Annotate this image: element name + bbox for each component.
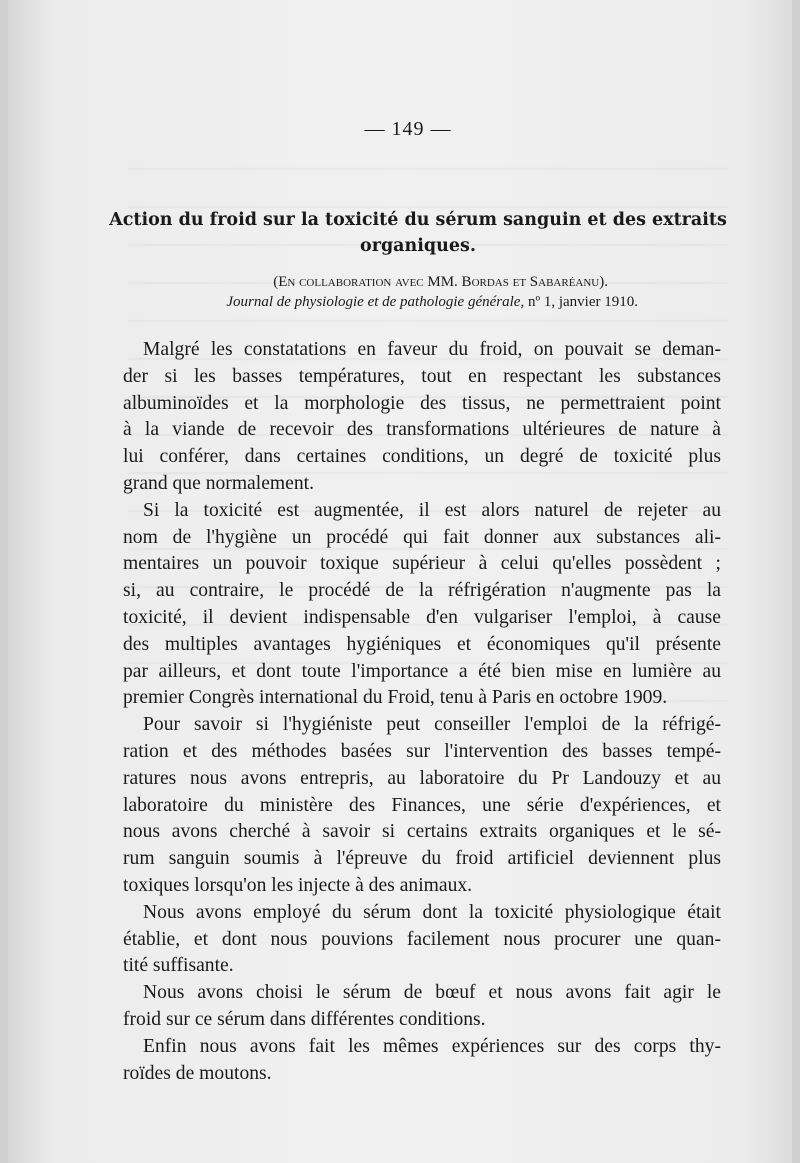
text-line: laboratoire du ministère des Finances, une série d'expériences, et xyxy=(123,794,721,816)
paragraph xyxy=(123,337,721,498)
text-line: lui conférer, dans certaines conditions, un degré de toxicité plus xyxy=(123,446,721,468)
journal-issue: nº 1, janvier 1910. xyxy=(527,294,638,310)
text-line: froid sur ce sérum dans différentes conditions. xyxy=(123,1008,486,1030)
journal-title: Journal de physiologie et de pathologie générale, xyxy=(226,294,525,310)
text-line: premier Congrès international du Froid, tenu à Paris en octobre 1909. xyxy=(123,687,668,709)
page-number: — 149 — xyxy=(364,118,452,140)
book-page xyxy=(8,0,792,1163)
text-line: nous avons cherché à savoir si certains extraits organiques et le sé- xyxy=(123,821,721,843)
text-line: Nous avons employé du sérum dont la toxicité physiologique était xyxy=(143,901,721,923)
text-line: établie, et dont nous pouvions facilement nous procurer une quan- xyxy=(123,928,721,950)
text-line: par ailleurs, et dont toute l'importance a été bien mise en lumière au xyxy=(123,660,721,682)
text-line: rum sanguin soumis à l'épreuve du froid artificiel deviennent plus xyxy=(123,848,721,870)
text-line: toxicité, il devient indispensable d'en vulgariser l'emploi, à cause xyxy=(123,606,721,628)
text-line: ration et des méthodes basées sur l'intervention des basses tempé- xyxy=(123,740,721,762)
text-line: albuminoïdes et la morphologie des tissus, ne permettraient point xyxy=(123,392,721,414)
paragraph xyxy=(123,980,721,1034)
text-line: tité suffisante. xyxy=(123,955,234,977)
text-line: à la viande de recevoir des transformations ultérieures de nature à xyxy=(123,419,721,441)
paragraph xyxy=(123,1034,721,1088)
paragraph xyxy=(123,498,721,712)
text-line: mentaires un pouvoir toxique supérieur à celui qu'elles possèdent ; xyxy=(123,553,721,575)
text-line: grand que normalement. xyxy=(123,472,314,494)
text-line: roïdes de moutons. xyxy=(123,1062,272,1084)
paragraph xyxy=(123,900,721,980)
text-line: Pour savoir si l'hygiéniste peut conseiller l'emploi de la réfrigé- xyxy=(143,714,721,736)
text-line: Si la toxicité est augmentée, il est alors naturel de rejeter au xyxy=(143,499,721,521)
text-line: ratures nous avons entrepris, au laboratoire du Pr Landouzy et au xyxy=(123,767,721,789)
text-line: Malgré les constatations en faveur du froid, on pouvait se deman- xyxy=(143,339,721,360)
text-line: si, au contraire, le procédé de la réfrigération n'augmente pas la xyxy=(123,580,721,602)
text-line: Nous avons choisi le sérum de bœuf et nous avons fait agir le xyxy=(143,982,721,1004)
text-line: der si les basses températures, tout en respectant les substances xyxy=(123,365,721,387)
text-line: nom de l'hygiène un procédé qui fait donner aux substances ali- xyxy=(123,526,721,548)
paragraph xyxy=(123,712,721,900)
text-line: Enfin nous avons fait les mêmes expériences sur des corps thy- xyxy=(143,1035,721,1057)
collaboration-note: (En collaboration avec MM. Bordas et Sabaréanu). xyxy=(273,274,608,290)
body-text xyxy=(123,337,721,1087)
journal-reference xyxy=(108,292,638,312)
article-title: Action du froid sur la toxicité du sérum sanguin et des extraits organiques. xyxy=(109,210,727,256)
text-line: toxiques lorsqu'on les injecte à des animaux. xyxy=(123,874,473,896)
text-line: des multiples avantages hygiéniques et économiques qu'il présente xyxy=(123,633,721,655)
